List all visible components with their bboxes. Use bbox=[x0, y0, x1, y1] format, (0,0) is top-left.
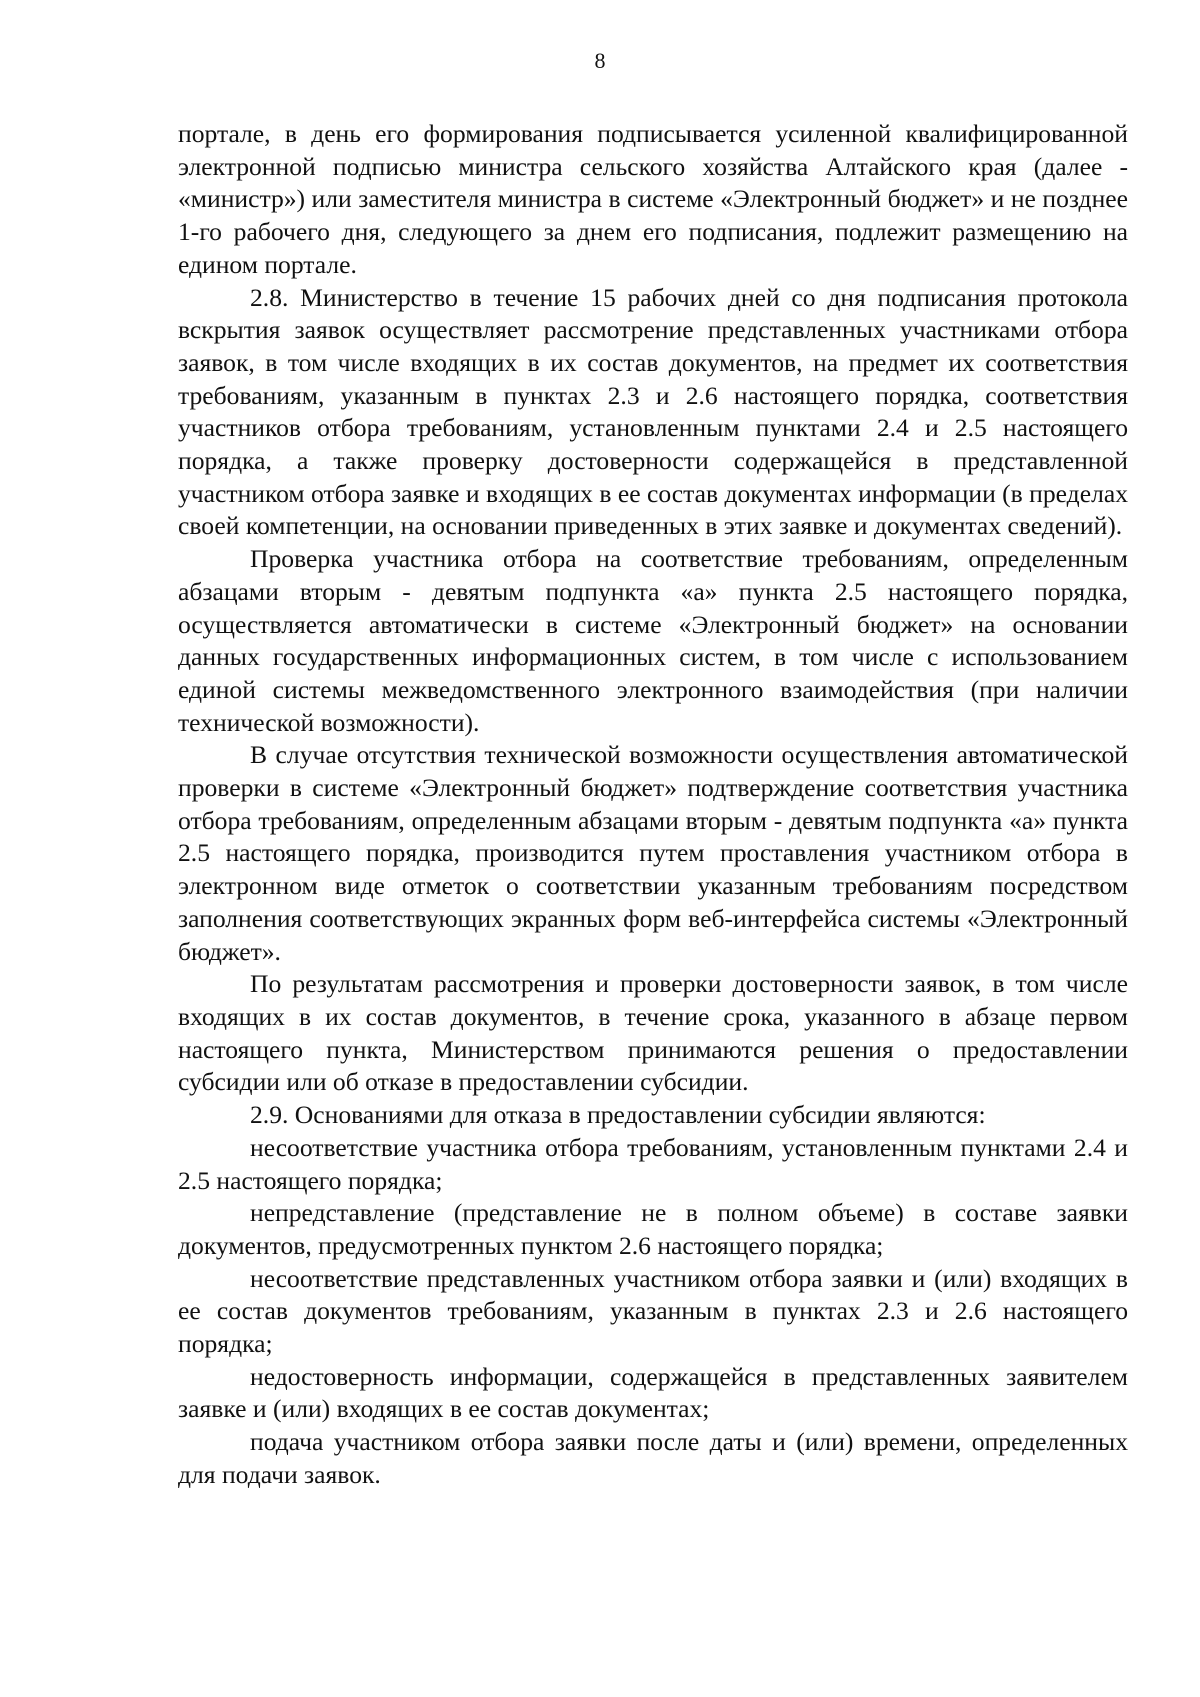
document-body bbox=[178, 118, 1128, 1492]
paragraph-manual-confirmation: В случае отсутствия технической возможности осуществления автоматической проверки в системе «Электронный бюджет» подтверждение соответствия участника отбора требованиям, определенным абзацами вторым - девятым подпункта «а» пункта 2.5 настоящего порядка, производится путем проставления участником отбора в электронном виде отметок о соответствии указанным требованиям посредством заполнения соответствующих экранных форм веб-интерфейса системы «Электронный бюджет». bbox=[178, 740, 1128, 966]
refusal-ground-2: непредставление (представление не в полном объеме) в составе заявки документов, предусмотренных пунктом 2.6 настоящего порядка; bbox=[178, 1198, 1128, 1260]
refusal-ground-1: несоответствие участника отбора требованиям, установленным пунктами 2.4 и 2.5 настоящего порядка; bbox=[178, 1132, 1128, 1195]
paragraph-2-9: 2.9. Основаниями для отказа в предоставлении субсидии являются: bbox=[250, 1100, 986, 1130]
refusal-ground-3: несоответствие представленных участником отбора заявки и (или) входящих в ее состав документов требованиям, указанным в пунктах 2.3 и 2.6 настоящего порядка; bbox=[178, 1263, 1128, 1359]
paragraph-2-8: 2.8. Министерство в течение 15 рабочих дней со дня подписания протокола вскрытия заявок осуществляет рассмотрение представленных участниками отбора заявок, в том числе входящих в их состав документов, на предмет их соответствия требованиям, указанным в пунктах 2.3 и 2.6 настоящего порядка, соответствия участников отбора требованиям, установленным пунктами 2.4 и 2.5 настоящего порядка, а также проверку достоверности содержащейся в представленной участником отбора заявке и входящих в ее состав документах информации (в пределах своей компетенции, на основании приведенных в этих заявке и документах сведений). bbox=[178, 282, 1128, 541]
paragraph-automatic-check: Проверка участника отбора на соответствие требованиям, определенным абзацами вторым - девятым подпункта «а» пункта 2.5 настоящего порядка, осуществляется автоматически в системе «Электронный бюджет» на основании данных государственных информационных систем, в том числе с использованием единой системы межведомственного электронного взаимодействия (при наличии технической возможности). bbox=[178, 544, 1128, 737]
refusal-ground-4: недостоверность информации, содержащейся в представленных заявителем заявке и (или) входящих в ее состав документах; bbox=[178, 1361, 1128, 1424]
paragraph-review-results: По результатам рассмотрения и проверки достоверности заявок, в том числе входящих в их состав документов, в течение срока, указанного в абзаце первом настоящего пункта, Министерством принимаются решения о предоставлении субсидии или об отказе в предоставлении субсидии. bbox=[178, 969, 1128, 1097]
refusal-ground-5: подача участником отбора заявки после даты и (или) времени, определенных для подачи заявок. bbox=[178, 1427, 1128, 1489]
page-number: 8 bbox=[594, 48, 606, 73]
paragraph-continuation: портале, в день его формирования подписывается усиленной квалифицированной электронной подписью министра сельского хозяйства Алтайского края (далее - «министр») или заместителя министра в системе «Электронный бюджет» и не позднее 1-го рабочего дня, следующего за днем его подписания, подлежит размещению на едином портале. bbox=[178, 119, 1128, 279]
